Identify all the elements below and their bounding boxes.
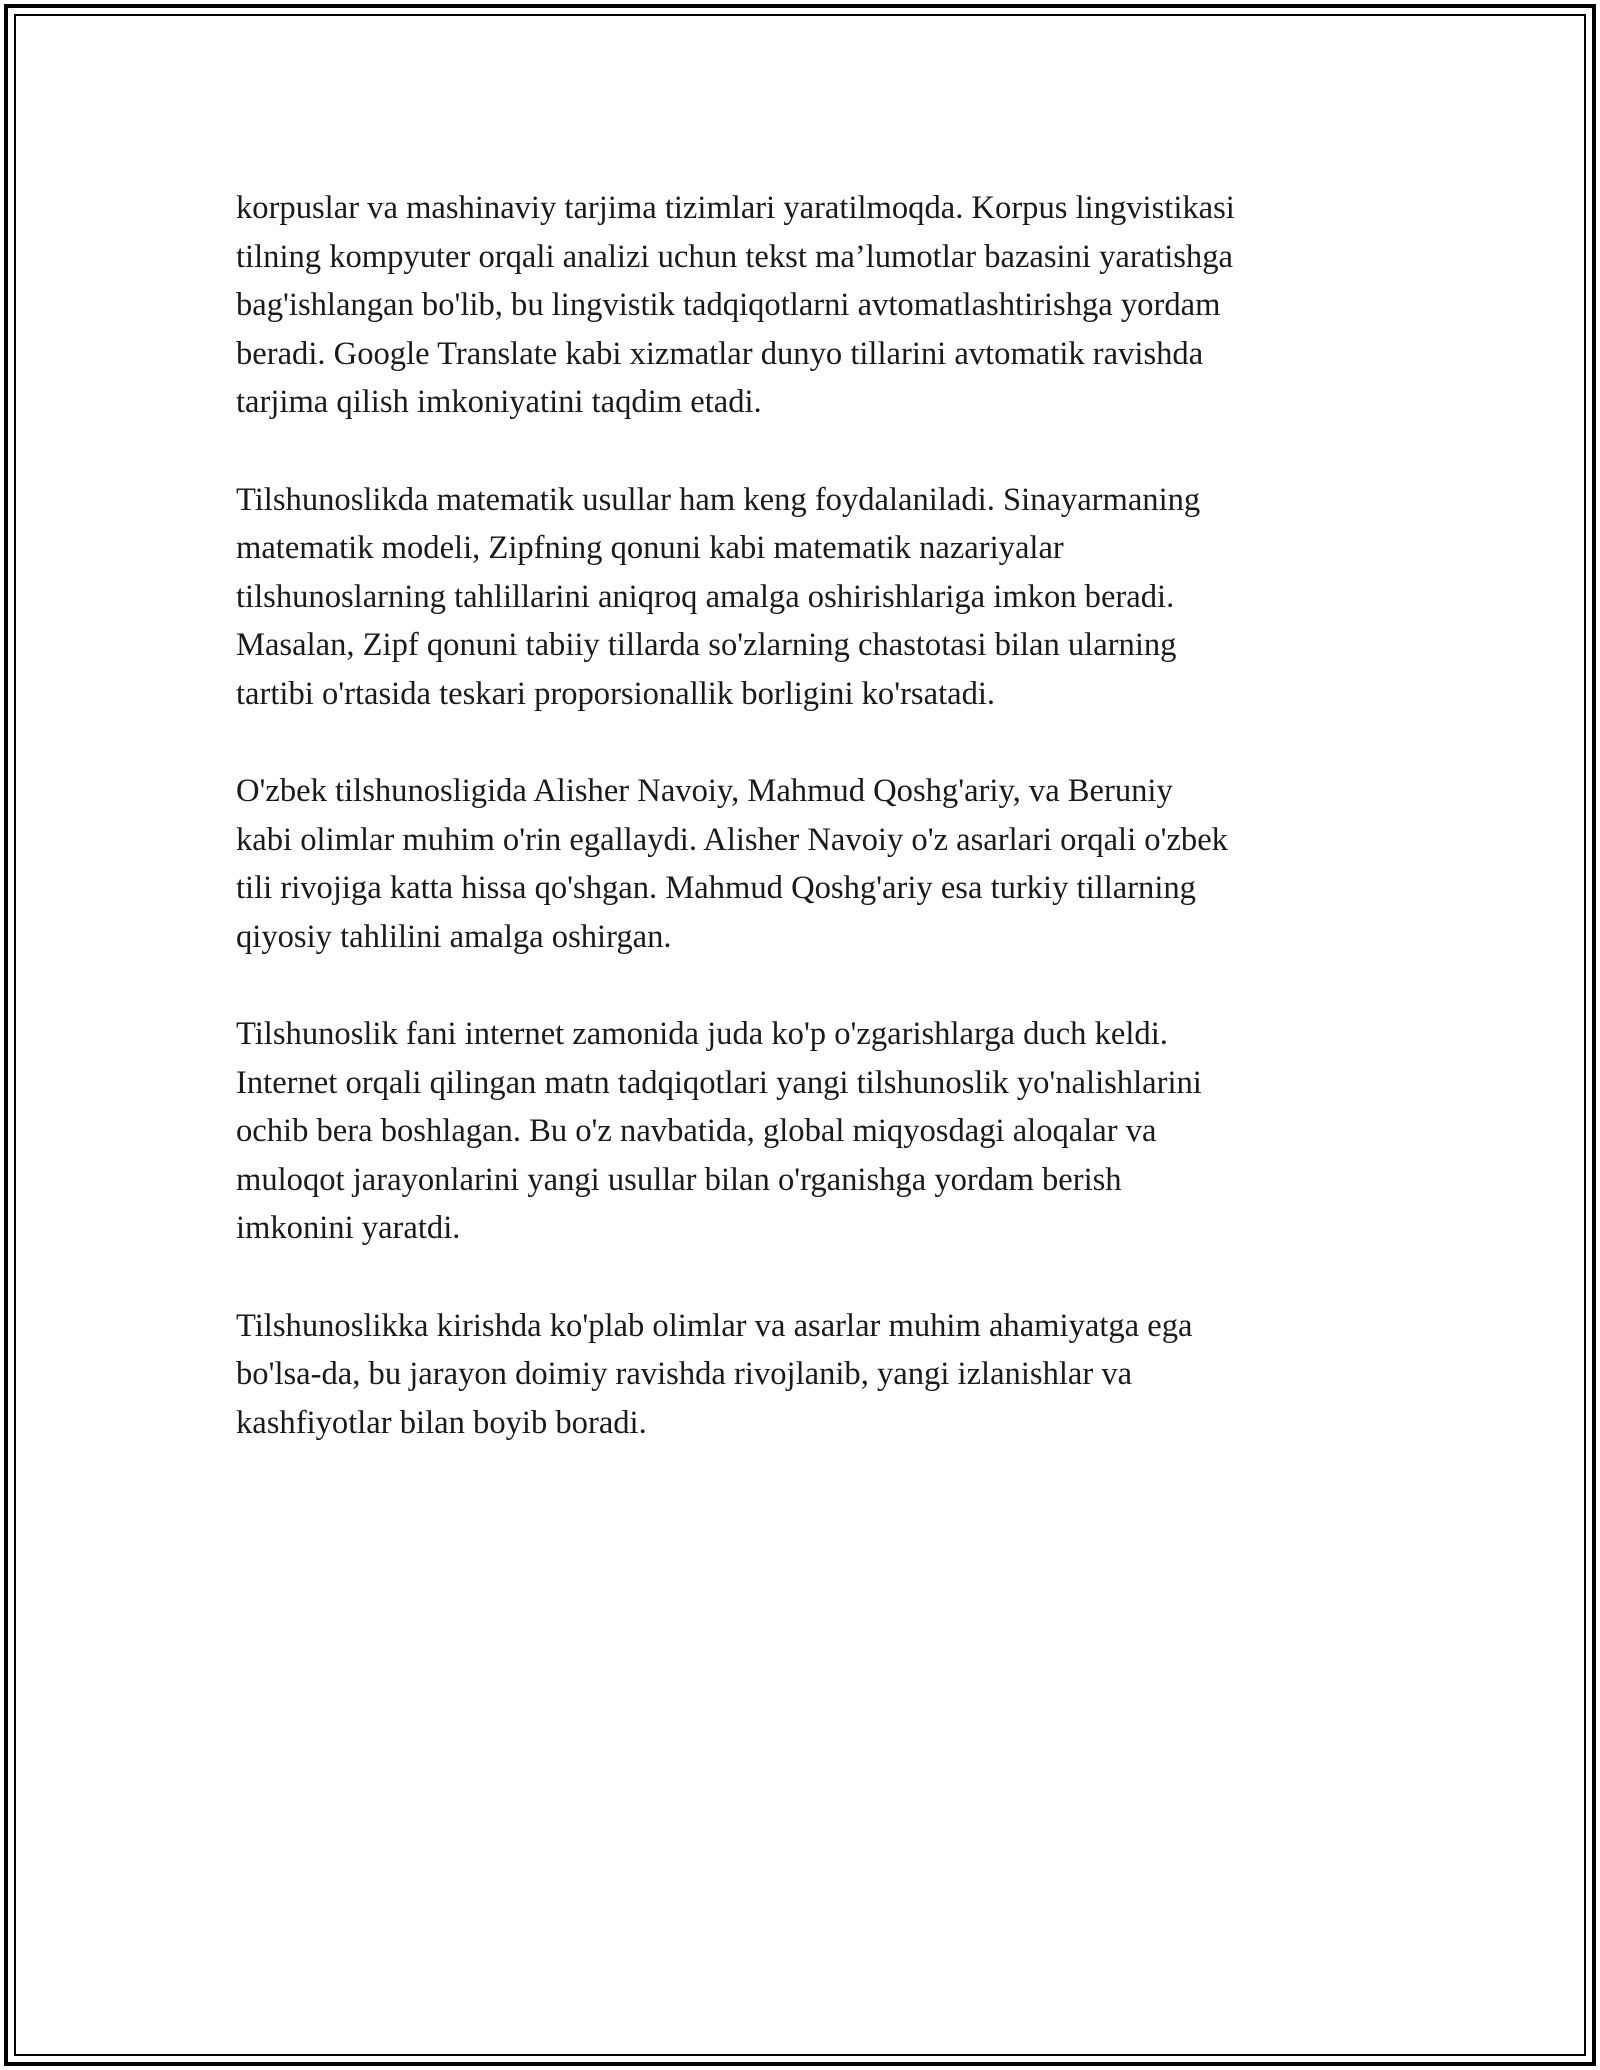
paragraph-conclusion: Tilshunoslikka kirishda ko'plab olimlar va asarlar muhim ahamiyatga ega bo'lsa-da, bu jarayon doimiy ravishda rivojlanib, yangi izlanishlar va kashfiyotlar bilan boyib boradi. xyxy=(236,1307,1193,1441)
paragraph-uzbek-linguistics: O'zbek tilshunosligida Alisher Navoiy, Mahmud Qoshg'ariy, va Beruniy kabi olimlar muhim o'rin egallaydi. Alisher Navoiy o'z asarlari orqali o'zbek tili rivojiga katta hissa qo'shgan. Mahmud Qoshg'ariy esa turkiy tillarning qiyosiy tahlilini amalga oshirgan. xyxy=(236,773,1228,955)
document-body xyxy=(236,184,1376,1496)
paragraph-internet-era: Tilshunoslik fani internet zamonida juda ko'p o'zgarishlarga duch keldi. Internet orqali qilingan matn tadqiqotlari yangi tilshunoslik yo'nalishlarini ochib bera boshlagan. Bu o'z navbatida, global miqyosdagi aloqalar va muloqot jarayonlarini yangi usullar bilan o'rganishga yordam berish imkonini yaratdi. xyxy=(236,1016,1202,1247)
paragraph-mathematical-methods: Tilshunoslikda matematik usullar ham keng foydalaniladi. Sinayarmaning matematik modeli, Zipfning qonuni kabi matematik nazariyalar tilshunoslarning tahlillarini aniqroq amalga oshirishlariga imkon beradi. Masalan, Zipf qonuni tabiiy tillarda so'zlarning chastotasi bilan ularning tartibi o'rtasida teskari proporsionallik borligini ko'rsatadi. xyxy=(236,481,1201,712)
paragraph-corpus-linguistics: korpuslar va mashinaviy tarjima tizimlari yaratilmoqda. Korpus lingvistikasi tilning kompyuter orqali analizi uchun tekst ma’lumotlar bazasini yaratishga bag'ishlangan bo'lib, bu lingvistik tadqiqotlarni avtomatlashtirishga yordam beradi. Google Translate kabi xizmatlar dunyo tillarini avtomatik ravishda tarjima qilish imkoniyatini taqdim etadi. xyxy=(236,190,1235,421)
